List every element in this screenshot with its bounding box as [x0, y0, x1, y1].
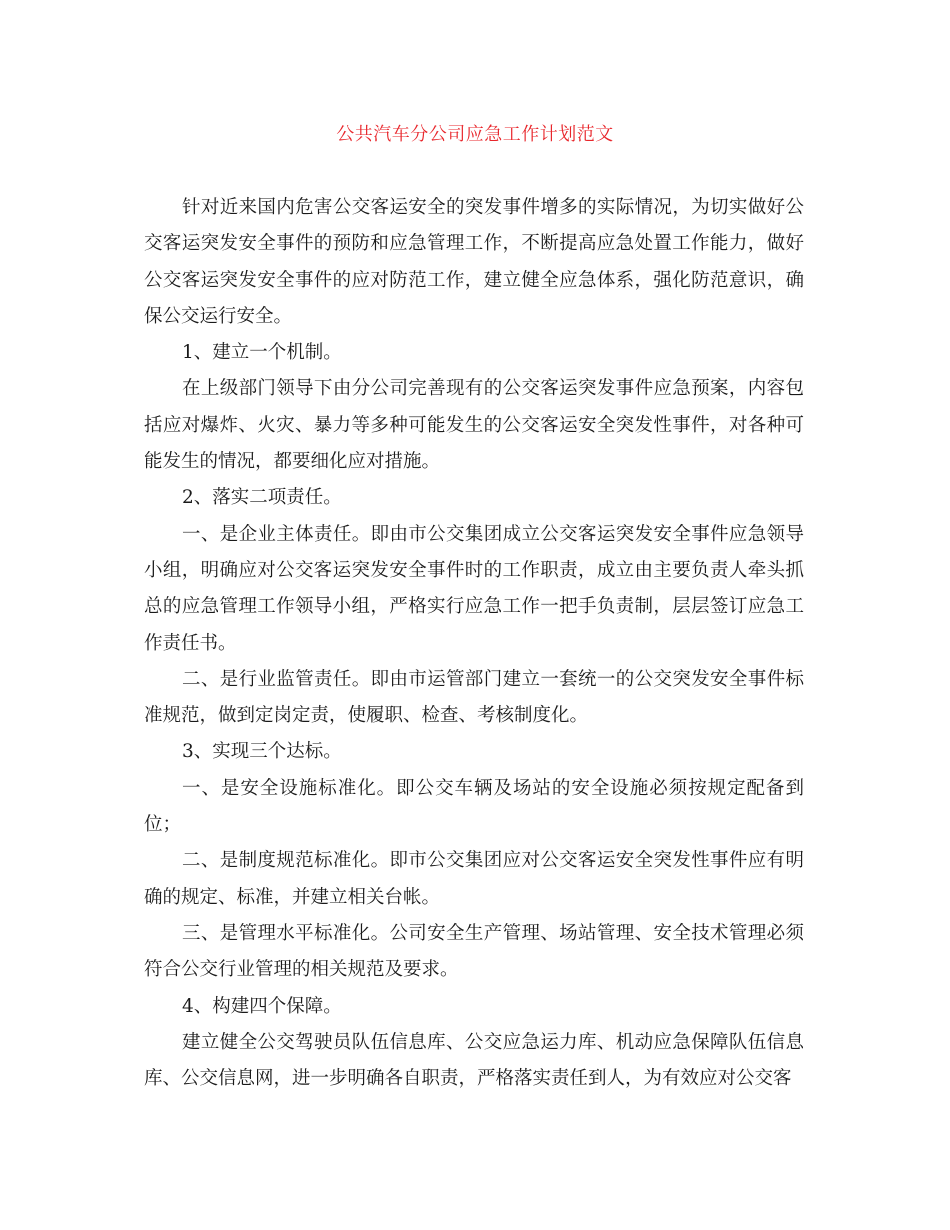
paragraph: 建立健全公交驾驶员队伍信息库、公交应急运力库、机动应急保障队伍信息库、公交信息网，进一步明确各自职责，严格落实责任到人，为有效应对公交客	[144, 1031, 804, 1090]
document-body	[144, 190, 804, 1097]
heading-4: 4、构建四个保障。	[182, 995, 342, 1017]
paragraph: 三、是管理水平标准化。公司安全生产管理、场站管理、安全技术管理必须符合公交行业管理的相关规范及要求。	[144, 922, 804, 981]
paragraph-intro: 针对近来国内危害公交客运安全的突发事件增多的实际情况，为切实做好公交客运突发安全事件的预防和应急管理工作，不断提高应急处置工作能力，做好公交客运突发安全事件的应对防范工作，建立健全应急体系，强化防范意识，确保公交运行安全。	[144, 197, 804, 327]
paragraph: 一、是安全设施标准化。即公交车辆及场站的安全设施必须按规定配备到位；	[144, 777, 804, 836]
document-title: 公共汽车分公司应急工作计划范文	[336, 124, 614, 145]
heading-3: 3、实现三个达标。	[182, 741, 342, 763]
paragraph: 一、是企业主体责任。即由市公交集团成立公交客运突发安全事件应急领导小组，明确应对公交客运突发安全事件时的工作职责，成立由主要负责人牵头抓总的应急管理工作领导小组，严格实行应急工作一把手负责制，层层签订应急工作责任书。	[144, 523, 804, 654]
paragraph: 在上级部门领导下由分公司完善现有的公交客运突发事件应急预案，内容包括应对爆炸、火灾、暴力等多种可能发生的公交客运安全突发性事件，对各种可能发生的情况，都要细化应对措施。	[144, 378, 804, 473]
heading-1: 1、建立一个机制。	[182, 342, 342, 364]
heading-2: 2、落实二项责任。	[182, 487, 342, 509]
paragraph: 二、是行业监管责任。即由市运管部门建立一套统一的公交突发安全事件标准规范，做到定岗定责，使履职、检查、考核制度化。	[144, 668, 804, 727]
paragraph: 二、是制度规范标准化。即市公交集团应对公交客运安全突发性事件应有明确的规定、标准，并建立相关台帐。	[144, 850, 804, 908]
